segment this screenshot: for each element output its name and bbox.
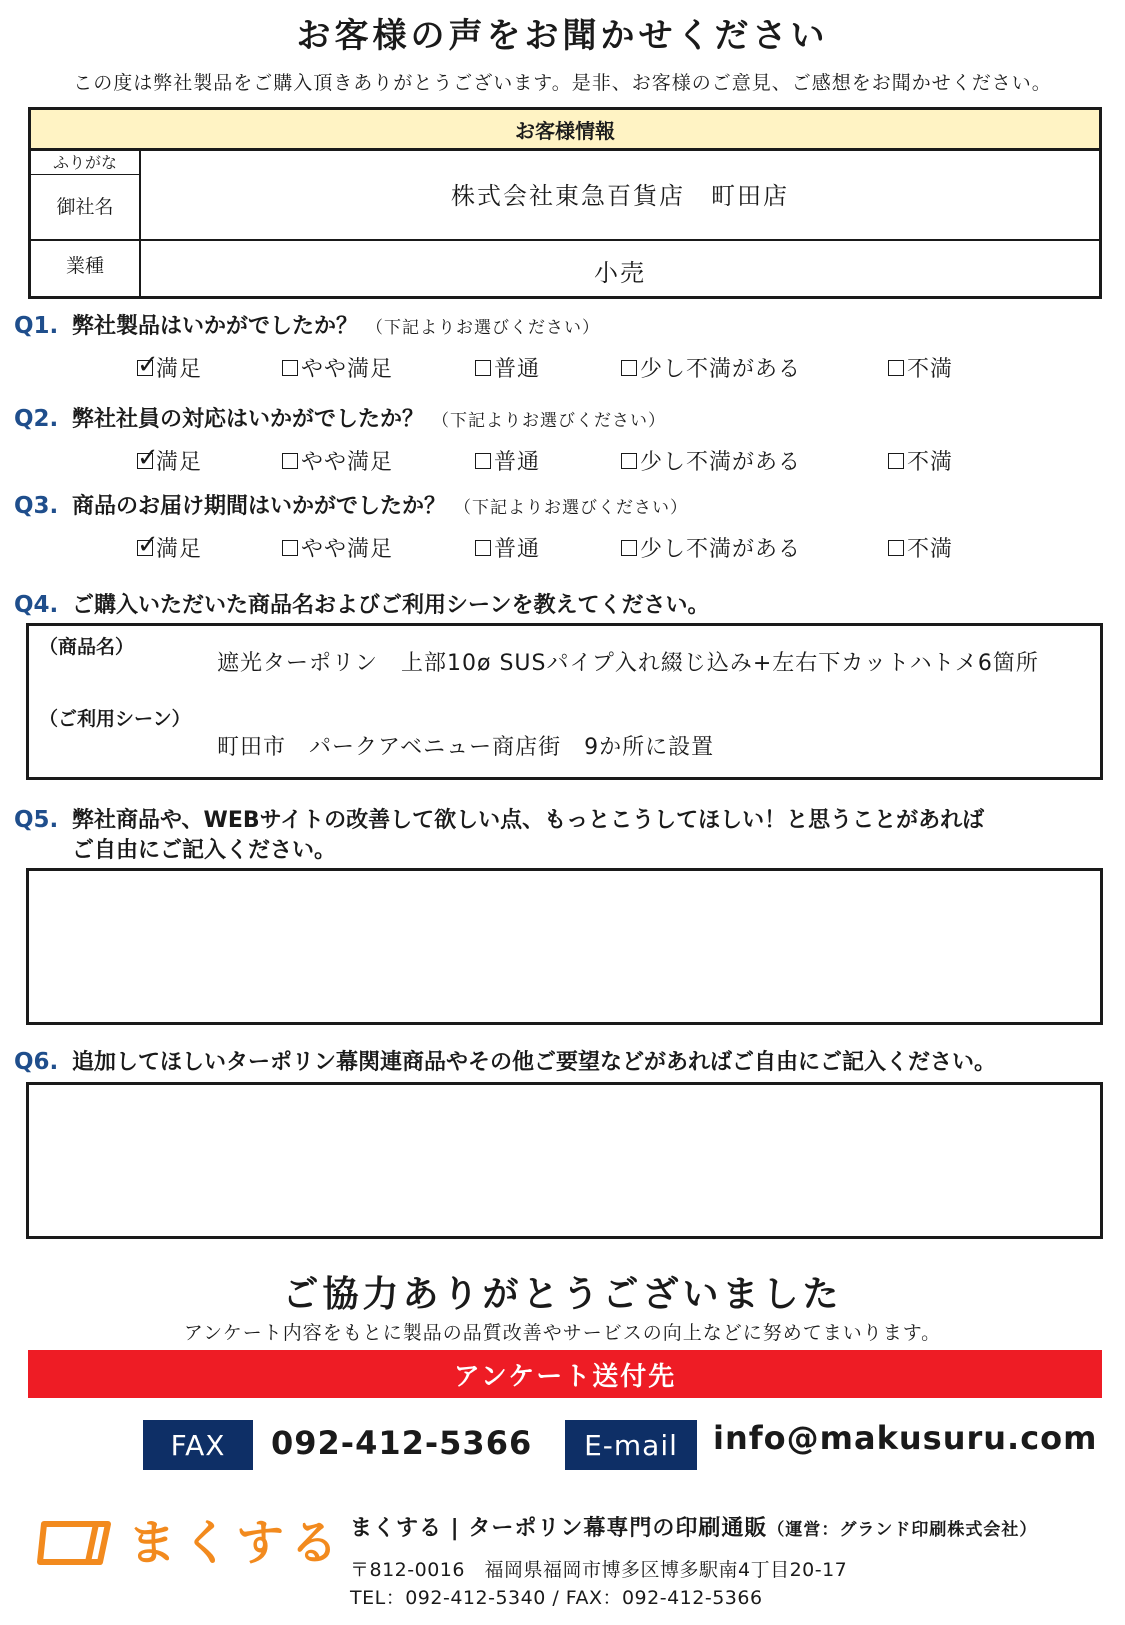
checkbox[interactable] [282, 360, 298, 376]
question-number: Q3. [14, 493, 59, 519]
checkbox[interactable] [888, 540, 904, 556]
company-operator: （運営：グランド印刷株式会社） [767, 1520, 1038, 1540]
question-number: Q5. [14, 807, 59, 833]
checkbox[interactable] [137, 529, 160, 560]
q5-answer-box[interactable] [26, 868, 1103, 1025]
question-text: 弊社商品や、WEBサイトの改善して欲しい点、もっとこうしてほしい！と思うことがあれば [72, 808, 985, 833]
email-tag: E-mail [565, 1420, 697, 1470]
question-5 [14, 803, 984, 834]
option-somewhat-dissatisfied[interactable] [621, 532, 801, 563]
company-label: 御社名 [56, 196, 114, 218]
brand-logo-icon [36, 1510, 112, 1570]
furigana-label: ふりがな [31, 151, 139, 175]
option-label: やや満足 [301, 357, 394, 382]
company-name: まくする | ターポリン幕専門の印刷通販 [350, 1516, 768, 1541]
checkbox[interactable] [282, 453, 298, 469]
question-1 [14, 309, 600, 340]
company-address: 〒812-0016 福岡県福岡市博多区博多駅南4丁目20-17 [350, 1559, 848, 1581]
checkbox[interactable] [888, 360, 904, 376]
question-number: Q2. [14, 406, 59, 432]
email-link[interactable]: info@makusuru.com [713, 1419, 1098, 1457]
product-name-value: 遮光ターポリン 上部10ø SUSパイプ入れ綴じ込み+左右下カットハトメ6箇所 [217, 651, 1039, 676]
option-label: 少し不満がある [640, 357, 802, 382]
option-label: 不満 [907, 450, 954, 475]
option-satisfied[interactable] [137, 442, 203, 476]
option-satisfied[interactable] [137, 349, 203, 383]
product-name-label: （商品名） [39, 636, 135, 658]
option-neutral[interactable] [475, 445, 540, 476]
option-label: 満足 [156, 450, 203, 475]
rating-options-q3 [0, 529, 1125, 562]
option-label: 普通 [494, 537, 541, 562]
question-note: （下記よりお選びください） [454, 498, 689, 518]
option-label: 満足 [156, 537, 203, 562]
question-note: （下記よりお選びください） [432, 411, 667, 431]
option-somewhat-satisfied[interactable] [282, 445, 393, 476]
question-text: 弊社社員の対応はいかがでしたか？ [72, 407, 425, 432]
customer-info-heading: お客様情報 [31, 110, 1099, 151]
industry-label: 業種 [65, 255, 104, 277]
company-line [350, 1511, 1037, 1542]
usage-scene-label: （ご利用シーン） [39, 708, 191, 730]
checkbox[interactable] [621, 453, 637, 469]
check-mark-icon: ✓ [137, 442, 160, 473]
checkbox[interactable] [475, 360, 491, 376]
checkbox[interactable] [137, 442, 160, 473]
option-label: 満足 [156, 357, 203, 382]
option-dissatisfied[interactable] [888, 445, 953, 476]
option-satisfied[interactable] [137, 529, 203, 563]
checkbox[interactable] [282, 540, 298, 556]
question-number: Q6. [14, 1049, 59, 1075]
brand-logo-text: まくする [128, 1515, 345, 1571]
checkbox[interactable] [137, 349, 160, 380]
checkbox[interactable] [475, 540, 491, 556]
industry-field[interactable]: 小売 [594, 259, 646, 287]
question-text: ご購入いただいた商品名およびご利用シーンを教えてください。 [72, 593, 710, 618]
company-name-field[interactable]: 株式会社東急百貨店 町田店 [451, 182, 789, 210]
check-mark-icon: ✓ [137, 529, 160, 560]
checkbox[interactable] [888, 453, 904, 469]
option-label: 少し不満がある [640, 537, 802, 562]
rating-options-q1 [0, 349, 1125, 382]
question-6 [14, 1045, 996, 1076]
company-phone-fax: TEL：092-412-5340 / FAX：092-412-5366 [350, 1587, 763, 1609]
check-mark-icon: ✓ [137, 349, 160, 380]
question-text: ご自由にご記入ください。 [72, 838, 337, 863]
option-label: 不満 [907, 537, 954, 562]
option-label: 少し不満がある [640, 450, 802, 475]
option-somewhat-satisfied[interactable] [282, 352, 393, 383]
usage-scene-value: 町田市 パークアベニュー商店街 9か所に設置 [217, 735, 715, 760]
question-3 [14, 489, 688, 520]
checkbox[interactable] [621, 540, 637, 556]
option-somewhat-satisfied[interactable] [282, 532, 393, 563]
question-number: Q4. [14, 592, 59, 618]
checkbox[interactable] [621, 360, 637, 376]
question-5-line-2 [72, 833, 336, 864]
thanks-heading: ご協力ありがとうございました [282, 1274, 843, 1315]
question-text: 追加してほしいターポリン幕関連商品やその他ご要望などがあればご自由にご記入ください。 [72, 1050, 997, 1075]
q4-answer-box[interactable] [26, 623, 1103, 780]
send-to-banner: アンケート送付先 [28, 1350, 1102, 1398]
fax-tag: FAX [143, 1420, 253, 1470]
option-dissatisfied[interactable] [888, 532, 953, 563]
option-label: やや満足 [301, 537, 394, 562]
option-somewhat-dissatisfied[interactable] [621, 352, 801, 383]
option-label: 普通 [494, 357, 541, 382]
intro-text: この度は弊社製品をご購入頂きありがとうございます。是非、お客様のご意見、ご感想をお聞かせください。 [73, 72, 1052, 94]
option-neutral[interactable] [475, 532, 540, 563]
option-neutral[interactable] [475, 352, 540, 383]
question-4 [14, 588, 710, 619]
option-label: 普通 [494, 450, 541, 475]
table-divider [31, 239, 1099, 241]
rating-options-q2 [0, 442, 1125, 475]
option-somewhat-dissatisfied[interactable] [621, 445, 801, 476]
question-text: 商品のお届け期間はいかがでしたか？ [72, 494, 447, 519]
thanks-subtext: アンケート内容をもとに製品の品質改善やサービスの向上などに努めてまいります。 [183, 1322, 942, 1344]
option-dissatisfied[interactable] [888, 352, 953, 383]
question-number: Q1. [14, 313, 59, 339]
fax-number: 092-412-5366 [271, 1424, 533, 1462]
question-text: 弊社製品はいかがでしたか？ [72, 314, 359, 339]
question-2 [14, 402, 666, 433]
page-title: お客様の声をお聞かせください [296, 16, 829, 56]
customer-info-table [28, 107, 1102, 299]
question-note: （下記よりお選びください） [366, 318, 601, 338]
checkbox[interactable] [475, 453, 491, 469]
q6-answer-box[interactable] [26, 1082, 1103, 1239]
option-label: 不満 [907, 357, 954, 382]
option-label: やや満足 [301, 450, 394, 475]
